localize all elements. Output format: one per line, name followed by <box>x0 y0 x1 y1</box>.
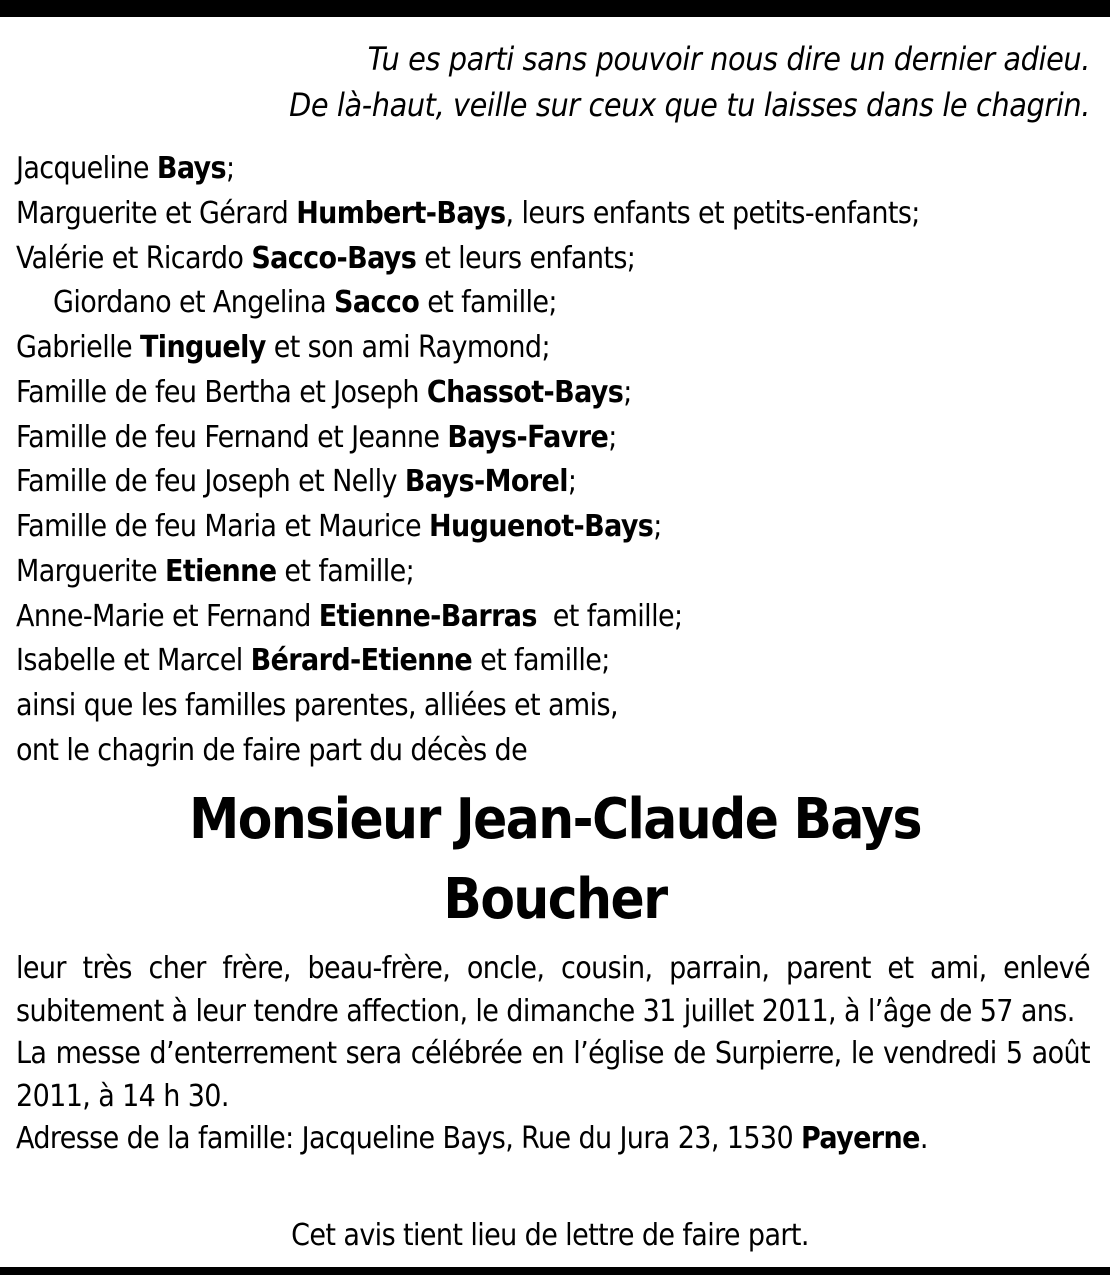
family-line: Jacqueline Bays; <box>16 151 235 186</box>
family-line: Gabrielle Tinguely et son ami Raymond; <box>16 330 550 365</box>
family-address: Adresse de la famille: Jacqueline Bays, Rue du Jura 23, 1530 Payerne. <box>16 1121 928 1156</box>
funeral-paragraph: La messe d’enterrement sera célébrée en l’église de Surpierre, le vendredi 5 août 2011, à 14 h 30. <box>16 1036 1090 1114</box>
family-surname: Sacco <box>334 285 420 321</box>
closing-line-2: ont le chagrin de faire part du décès de <box>16 732 528 768</box>
family-line: Marguerite Etienne et famille; <box>16 553 415 589</box>
family-surname: Chassot-Bays <box>426 374 624 410</box>
bottom-rule <box>0 1267 1110 1275</box>
family-surname: Sacco-Bays <box>251 240 417 276</box>
deceased-profession: Boucher <box>443 867 667 932</box>
epigraph-line-2: De là-haut, veille sur ceux que tu laisses dans le chagrin. <box>289 86 1090 124</box>
family-line: Famille de feu Joseph et Nelly Bays-Morel; <box>16 464 577 500</box>
family-line: Valérie et Ricardo Sacco-Bays et leurs enfants; <box>16 240 636 276</box>
death-paragraph: leur très cher frère, beau-frère, oncle, cousin, parrain, parent et ami, enlevé subitement à leur tendre affection, le dimanche 31 juillet 2011, à l’âge de 57 ans. <box>16 951 1090 1029</box>
closing-line-1: ainsi que les familles parentes, alliées et amis, <box>16 688 618 723</box>
family-line: Famille de feu Bertha et Joseph Chassot-Bays; <box>16 374 632 410</box>
family-surname: Bays-Morel <box>404 464 568 500</box>
family-surname: Bérard-Etienne <box>250 643 473 679</box>
family-surname: Etienne-Barras <box>318 598 537 634</box>
epigraph-line-1: Tu es parti sans pouvoir nous dire un dernier adieu. <box>367 40 1090 78</box>
family-surname: Humbert-Bays <box>296 195 506 231</box>
family-line: Anne-Marie et Fernand Etienne-Barras et famille; <box>16 598 683 634</box>
address-city: Payerne <box>801 1121 920 1156</box>
family-line: Marguerite et Gérard Humbert-Bays, leurs enfants et petits-enfants; <box>16 195 920 231</box>
family-surname: Etienne <box>165 553 277 589</box>
family-surname: Tinguely <box>139 330 266 365</box>
footer-note: Cet avis tient lieu de lettre de faire part. <box>291 1218 809 1253</box>
family-surname: Bays <box>156 151 227 186</box>
notice-body <box>16 948 1090 1161</box>
family-line: Famille de feu Maria et Maurice Huguenot-Bays; <box>16 509 662 544</box>
family-line: Famille de feu Fernand et Jeanne Bays-Favre; <box>16 419 617 455</box>
deceased-block <box>0 780 1110 940</box>
deceased-name: Monsieur Jean-Claude Bays <box>189 787 921 852</box>
family-line: Isabelle et Marcel Bérard-Etienne et famille; <box>16 643 610 679</box>
epigraph <box>30 36 1090 128</box>
family-line: Giordano et Angelina Sacco et famille; <box>53 285 557 321</box>
top-rule <box>0 0 1110 17</box>
family-surname: Bays-Favre <box>447 419 609 455</box>
family-list <box>16 147 1096 774</box>
family-surname: Huguenot-Bays <box>429 509 654 544</box>
